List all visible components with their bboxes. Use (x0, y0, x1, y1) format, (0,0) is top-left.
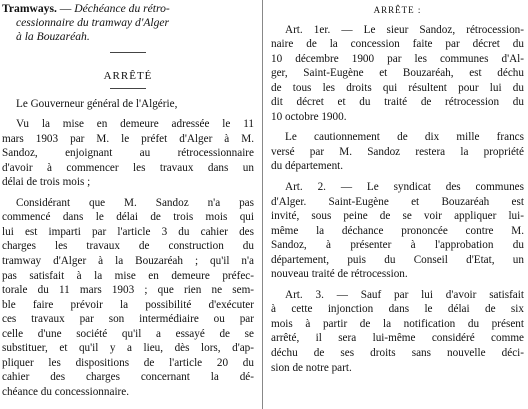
considerant-line: Considérant que M. Sandoz n'a pas (16, 196, 254, 209)
article-1-line: 10 octobre 1900. (271, 110, 347, 123)
article-2-line: Art. 2. — Le syndicat des communes (285, 181, 524, 194)
considerant-line: torale du 11 mars 1903 ; que rien ne sem- (2, 284, 254, 297)
article-2 (271, 180, 524, 282)
article-2-line: même la déchance prononcée contre M. (271, 224, 524, 237)
vu-line: d'avoir à commencer les travaux dans un (2, 161, 254, 174)
heading-lead: Tramways. (2, 2, 57, 15)
article-1-line: 10 décembre 1900 par les communes d'Al- (271, 52, 524, 65)
article-3-line: déchu de ses droits sans nouvelle déci- (271, 347, 524, 360)
article-3-line: sion de notre part. (271, 361, 352, 374)
article-2-line: d'Alger. Saint-Eugène et Bouzaréah est (271, 195, 524, 208)
vu-line: Sandoz, enjoignant au rétrocessionnaire (2, 147, 254, 160)
considerant-line: celle d'une société qu'il a essayé de se (2, 327, 254, 340)
article-1-line: Art. 1er. — Le sieur Sandoz, rétrocession- (285, 23, 524, 36)
heading-title-line-2: cessionnaire du tramway d'Alger (16, 16, 170, 29)
considerant-line: ces travaux par son intermédiaire ou par (2, 313, 254, 326)
considerant-line: tramway d'Alger à la Bouzaréah ; qu'il n'a (2, 255, 254, 268)
article-1-line: de tous les droits qui résultent pour lui du (271, 81, 524, 94)
considerant-line: substituer, et qu'il y a lieu, dès lors, d'ap- (2, 342, 254, 355)
article-2-line: nouveau traité de rétrocession. (271, 268, 408, 281)
considerant-line: lui est imparti par l'article 3 du cahier des (2, 225, 254, 238)
heading-title-line-1: Déchéance du rétro- (74, 2, 170, 15)
arrete-title: ARRÊTÉ (103, 70, 153, 82)
right-column (271, 0, 524, 381)
considerant-line: chéance du concessionnaire. (2, 385, 130, 398)
heading-dash: — (56, 2, 75, 15)
article-2-line: département, puis du Conseil d'Etat, un (271, 253, 524, 266)
vu-paragraph (2, 117, 254, 190)
vu-line: délai de trois mois ; (2, 176, 91, 189)
article-1-line: ger, Saint-Eugène et Bouzaréah, est déchu (271, 67, 524, 80)
article-2-line: invité, sous peine de se voir appliquer lui- (271, 210, 524, 223)
article-3-line: mois à partir de la notification du présent (271, 317, 524, 330)
left-column (2, 0, 254, 405)
article-1 (271, 23, 524, 125)
vu-line: Vu la mise en demeure adressée le 11 (16, 118, 254, 131)
column-divider (262, 0, 263, 409)
considerant-line: pas satisfait à la mise en demeure préfec- (2, 269, 254, 282)
arrete-separator (110, 88, 146, 89)
caution-line: du département. (271, 160, 344, 173)
heading-separator (110, 52, 146, 53)
considerant-line: commencé dans le délai de trois mois qui (2, 211, 254, 224)
considerant-paragraph (2, 196, 254, 400)
article-2-line: Sandoz, à présenter à l'approbation du (271, 239, 524, 252)
article-3-line: à cette injonction dans le délai de six (271, 303, 524, 316)
article-heading (2, 2, 254, 44)
considerant-line: ble faire prévoir la possibilité d'exécuter (2, 298, 254, 311)
caution-paragraph (271, 130, 524, 174)
considerant-line: pliquer les dispositions de l'article 20 du (2, 356, 254, 369)
article-1-line: dit décret et du traité de rétrocession du (271, 96, 524, 109)
article-3-line: arrêté, il sera lui-même considéré comme (271, 332, 524, 345)
governor-line: Le Gouverneur général de l'Algérie, (16, 97, 178, 110)
article-3 (271, 288, 524, 375)
considerant-line: charges les travaux de construction du (2, 240, 254, 253)
considerant-line: cahier des charges concernant la dé- (2, 371, 254, 384)
caution-line: versé par M. Sandoz restera la propriété (271, 145, 524, 158)
article-1-line: naire de la concession faite par décret du (271, 38, 524, 51)
arrete-heading: ARRÊTE : (373, 5, 422, 15)
article-3-line: Art. 3. — Sauf par lui d'avoir satisfait (285, 288, 524, 301)
vu-line: mars 1903 par M. le préfet d'Alger à M. (2, 132, 254, 145)
caution-line: Le cautionnement de dix mille francs (285, 131, 524, 144)
heading-title-line-3: à la Bouzaréah. (16, 30, 90, 43)
